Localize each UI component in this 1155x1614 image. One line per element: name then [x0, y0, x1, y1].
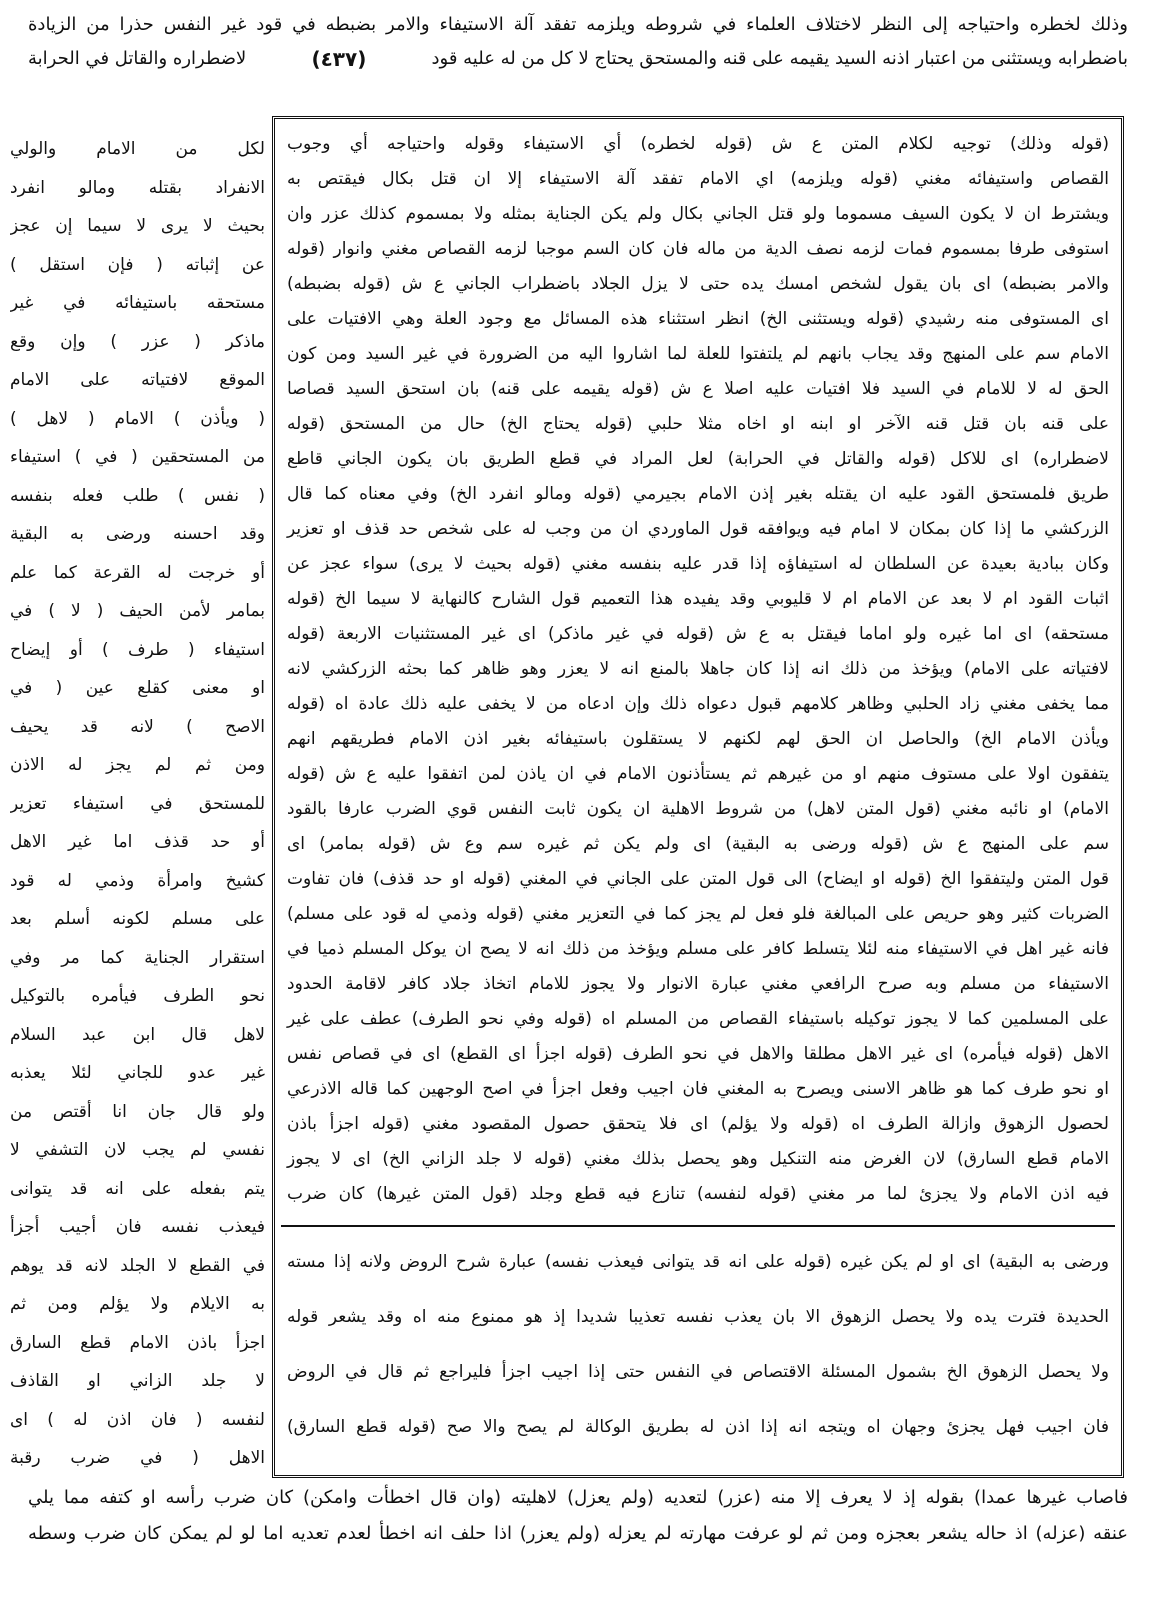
commentary-line: مستحقه) اى اما غيره ولو اماما فيقتل به ع ش (قوله في غير ماذكر) اى غير المستثنيات الاربعة (قوله: [287, 624, 1109, 644]
commentary-line: الضربات كثير وهو حريص على المبالغة فلو فعل لم يجز كما في التعزير مغني (قوله وذمي له قود على مسلم): [287, 904, 1109, 924]
header-line-2-left: لاضطراره والقاتل في الحرابة: [28, 48, 247, 69]
commentary-line: او نحو طرف كما هو ظاهر الاسنى ويصرح به المغني فان اجيب وفعل اجزأ في اصح الوجهين كما قاله الاذرعي: [287, 1079, 1109, 1099]
side-text-line: ولو قال جان انا أقتص من: [10, 1101, 265, 1122]
bottom-text-line: عنقه (عزله) اذ حاله يشعر بعجزه ومن ثم لو عرفت مهارته لم يعزله (ولم يعزر) اذا حلف انه اخطأ لعدم تعديه اما لو لم يمكن كان ضرب وسطه: [28, 1523, 1128, 1544]
commentary-line: لحصول الزهوق وازالة الطرف اه (قوله ولا يؤلم) اى فلا يتحقق حصول المقصود مغني (قوله اجزأ باذن: [287, 1114, 1109, 1134]
side-text-line: استقرار الجناية كما مر وفي: [10, 947, 265, 968]
side-text-line: على مسلم لكونه أسلم بعد: [10, 909, 265, 929]
side-text-line: لاهل قال ابن عبد السلام: [10, 1024, 265, 1045]
side-text-line: الاهل ( في ضرب رقبة: [10, 1448, 265, 1468]
commentary-line: على المسلمين كما لا يجوز توكيله باستيفاء القصاص من المسلم اه (قوله وفي نحو الطرف) عطف على غير: [287, 1009, 1109, 1029]
commentary-line: الامام) او نائبه مغني (قول المتن لاهل) من شروط الاهلية ان يكون ثابت النفس قوي الضرب عارفا بالقود: [287, 799, 1109, 819]
commentary-line: قول المتن وليتفقوا الخ (قوله او ايضاح) الى قول المتن على الجاني في المغني (قوله او حد قذف) فان تفاوت: [287, 869, 1109, 889]
commentary-line: وكان ببادية بعيدة عن السلطان له استيفاؤه إذا قدر عليه بنفسه مغني (قوله بحيث لا يرى) سواء عجز عن: [287, 554, 1109, 574]
side-text-line: الموقع لافتياته على الامام: [10, 370, 265, 390]
header-line-2: [28, 42, 1128, 76]
side-text-line: او معنى كقلع عين ( في: [10, 678, 265, 698]
commentary-line: على قنه بان قتل قنه الآخر او ابنه او اخاه مثلا حلبي (قوله يحتاج الخ) حال من المستحق (قوله: [287, 414, 1109, 434]
commentary-line: الاهل (قوله فيأمره) اى غير الاهل مطلقا والاهل في نحو الطرف (قوله اجزأ اى القطع) اى في قصاص نفس: [287, 1044, 1109, 1064]
side-text-line: اجزأ باذن الامام قطع السارق: [10, 1332, 265, 1353]
commentary-lower-line: فان اجيب فهل يجزئ وجهان اه ويتجه انه إذا اذن له بطريق الوكالة لم يصح والا صح (قوله قطع السارق): [287, 1417, 1109, 1437]
commentary-line: مما يخفى مغني زاد الحلبي وظاهر كلامهم قبول دعواه ذلك وإن ادعاه من لا يخفى عليه ذلك عادة اه (قوله: [287, 694, 1109, 714]
commentary-line: اثبات القود ام لا بعد عن الامام ام لا قليوبي وقد يفيده هذا التعميم قول الشارح كالنهاية لا سيما الخ (قوله: [287, 589, 1109, 609]
side-text-line: ومن ثم لم يجز له الاذن: [10, 755, 265, 775]
commentary-line: الزركشي ما إذا كان بمكان لا امام فيه ويوافقه قول الماوردي ان من وجب له على شخص حد قذف او تعزير: [287, 519, 1109, 539]
commentary-line: طريق فلمستحق القود عليه ان يقتله بغير إذن الامام بجيرمي (قوله ومالو انفرد الخ) وفي معناه كما قال: [287, 484, 1109, 504]
running-header: [28, 8, 1128, 76]
commentary-line: الامام سم على المنهج وقد يجاب بانهم لم يلتفتوا للعلة لما اشاروا اليه من الضرورة في غير السيد ومن كون: [287, 344, 1109, 364]
side-text-line: لنفسه ( فان اذن له ) اى: [10, 1409, 265, 1430]
side-text-line: كشيخ وامرأة وذمي له قود: [10, 870, 265, 891]
side-text-line: به الايلام ولا يؤلم ومن ثم: [10, 1294, 265, 1314]
commentary-line: الامام قطع السارق) لان الغرض منه التنكيل وهو يحصل بذلك مغني (قوله لا جلد الزاني الخ) اى لا يجوز: [287, 1149, 1109, 1169]
side-text-line: في القطع لا الجلد لانه قد يوهم: [10, 1255, 265, 1276]
bottom-text: [28, 1480, 1128, 1552]
side-text-line: أو خرجت له القرعة كما علم: [10, 562, 265, 583]
side-text-line: لكل من الامام والولي: [10, 139, 265, 159]
commentary-line: والامر بضبطه) اى بان يقول لشخص امسك يده حتى لا يزل الجلاد باضطراب الجاني ع ش (قوله بضبطه): [287, 274, 1109, 294]
bottom-text-line: فاصاب غيرها عمدا) بقوله إذ لا يعرف إلا منه (عزر) لتعديه (ولم يعزل) لاهليته (وان قال اخطأت وامكن) كان ضرب رأسه او كتفه مما يلي: [28, 1487, 1128, 1508]
side-text-line: وقد احسنه ورضى به البقية: [10, 524, 265, 544]
header-line-2-right: باضطرابه ويستثنى من اعتبار اذنه السيد يقيمه على قنه والمستحق يحتاج لا كل من له عليه قود: [431, 48, 1128, 69]
commentary-line: لافتياته على الامام) ويؤخذ من ذلك انه إذا كان جاهلا بالمنع انه لا يعزر وهو ظاهر كما بحثه الزركشي لانه: [287, 659, 1109, 679]
commentary-line: الحق له لا للامام في السيد فلا افتيات عليه اصلا ع ش (قوله يقيمه على قنه) بان استحق السيد قصاصا: [287, 379, 1109, 399]
commentary-line: ويأذن الامام الخ) والحاصل ان الحق لهم لكنهم لا يستقلون باستيفائه بغير اذن الامام فطريقهم انهم: [287, 729, 1109, 749]
side-text-line: غير عدو للجاني لئلا يعذبه: [10, 1063, 265, 1083]
commentary-line: سم على المنهج ع ش (قوله ورضى به البقية) اى ولم يكن ثم غيره سم وع ش (قوله بمامر) اى: [287, 834, 1109, 854]
commentary-line: الاستيفاء من مسلم وبه صرح الرافعي مغني عبارة الانوار ولا يجوز للامام اتخاذ جلاد كافر لاقامة الحدود: [287, 974, 1109, 994]
side-text-line: أو حد قذف اما غير الاهل: [10, 832, 265, 852]
matn-side-column: [10, 130, 265, 1478]
commentary-line: القصاص واستيفائه مغني (قوله ويلزمه) اي الامام تفقد آلة الاستيفاء إلا ان قتل بكال فيقتص به: [287, 169, 1109, 189]
side-text-line: لا جلد الزاني او القاذف: [10, 1371, 265, 1391]
side-text-line: استيفاء ( طرف ) أو إيضاح: [10, 639, 265, 660]
commentary-line: (قوله وذلك) توجيه لكلام المتن ع ش (قوله لخطره) أي الاستيفاء وقوله واحتياجه أي وجوب: [287, 134, 1109, 154]
side-text-line: بمامر لأمن الحيف ( لا ) في: [10, 601, 265, 621]
commentary-lower-line: ورضى به البقية) اى او لم يكن غيره (قوله على انه قد يتوانى فيعذب نفسه) عبارة شرح الروض ولانه إذا مسته: [287, 1252, 1109, 1272]
side-text-line: الانفراد بقتله ومالو انفرد: [10, 177, 265, 198]
commentary-upper-box: [281, 127, 1115, 1227]
commentary-frame: [272, 116, 1124, 1478]
commentary-line: اى المستوفى منه رشيدي (قوله ويستثنى الخ) انظر استثناء هذه المسائل مع وجود العلة وهي الافتيات على: [287, 309, 1109, 329]
side-text-line: مستحقه باستيفائه في غير: [10, 293, 265, 313]
side-text-line: فيعذب نفسه فان أجيب أجزأ: [10, 1217, 265, 1237]
side-text-line: ( ويأذن ) الامام ( لاهل ): [10, 408, 265, 429]
commentary-line: لاضطراره) اى للاكل (قوله والقاتل في الحرابة) لعل المراد في قطع الطريق بان يكون الجاني قاطع: [287, 449, 1109, 469]
side-text-line: ( نفس ) طلب فعله بنفسه: [10, 485, 265, 506]
commentary-line: يتفقون اولا على مستوف منهم او من غيرهم ثم يستأذنون الامام في ان ياذن لمن اتفقوا عليه ع ش (قوله: [287, 764, 1109, 784]
side-text-line: نفسي لم يجب لان التشفي لا: [10, 1140, 265, 1160]
side-text-line: عن إثباته ( فإن استقل ): [10, 254, 265, 275]
side-text-line: يتم بفعله على انه قد يتوانى: [10, 1178, 265, 1199]
side-text-line: بحيث لا يرى لا سيما إن عجز: [10, 216, 265, 236]
commentary-line: فانه غير اهل في الاستيفاء منه لئلا يتسلط كافر على مسلم ويؤخذ من ذلك انه لا يصح ان يوكل المسلم ذميا في: [287, 939, 1109, 959]
commentary-lower-line: الحديدة فترت يده ولا يحصل الزهوق الا بان يعذب نفسه تعذيبا شديدا إذ هو ممنوع منه اه وقد يشعر قوله: [287, 1307, 1109, 1327]
commentary-line: فيه اذن الامام ولا يجزئ لما مر مغني (قوله لنفسه) تنازع فيه قطع وجلد (قول المتن غيرها) كان ضرب: [287, 1184, 1109, 1204]
commentary-lower-line: ولا يحصل الزهوق الخ بشمول المسئلة الاقتصاص في النفس حتى إذا اجيب اجزأ فليراجع ثم قال في الروض: [287, 1362, 1109, 1382]
commentary-line: ويشترط ان لا يكون السيف مسموما ولو قتل الجاني بكال ولم يكن الجناية بمثله ولا بمسموم كذلك عزر وان: [287, 204, 1109, 224]
side-text-line: من المستحقين ( في ) استيفاء: [10, 447, 265, 467]
header-line-1: وذلك لخطره واحتياجه إلى النظر لاختلاف العلماء في شروطه ويلزمه تفقد آلة الاستيفاء والامر بضبطه في قود غير النفس حذرا من الزيادة: [28, 14, 1128, 35]
commentary-lower-box: [281, 1235, 1115, 1455]
side-text-line: للمستحق في استيفاء تعزير: [10, 793, 265, 814]
side-text-line: نحو الطرف فيأمره بالتوكيل: [10, 986, 265, 1006]
page-number: (٤٣٧): [311, 47, 367, 71]
commentary-line: استوفى طرفا بمسموم فمات لزمه نصف الدية من ماله فان كان السم موجبا لزمه القصاص مغني وانوار (قوله: [287, 239, 1109, 259]
side-text-line: الاصح ) لانه قد يحيف: [10, 716, 265, 737]
side-text-line: ماذكر ( عزر ) وإن وقع: [10, 331, 265, 352]
